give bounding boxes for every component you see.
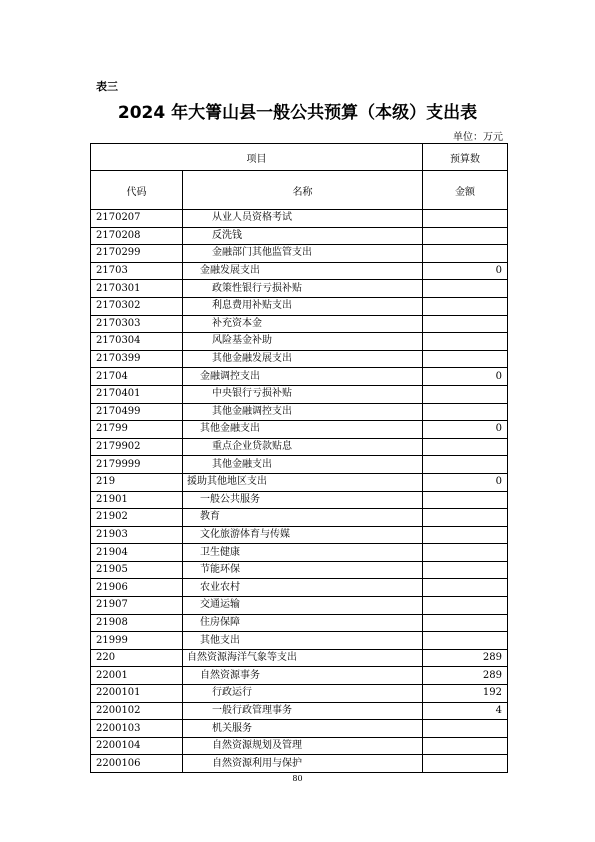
table-row — [91, 385, 508, 403]
row-name: 金融发展支出 — [183, 262, 423, 280]
page-title: 2024 年大箐山县一般公共预算（本级）支出表 — [117, 103, 478, 123]
header-code: 代码 — [91, 171, 183, 210]
row-name: 其他金融调控支出 — [183, 403, 423, 421]
row-code: 2170207 — [91, 210, 183, 228]
row-amount: 0 — [423, 262, 508, 280]
row-code: 219 — [91, 473, 183, 491]
row-name: 自然资源海洋气象等支出 — [183, 649, 423, 667]
row-amount: 0 — [423, 368, 508, 386]
table-row — [91, 350, 508, 368]
row-code: 22001 — [91, 667, 183, 685]
header-amount: 金额 — [423, 171, 508, 210]
row-amount — [423, 491, 508, 509]
table-row — [91, 421, 508, 439]
row-amount: 0 — [423, 473, 508, 491]
row-code: 21907 — [91, 597, 183, 615]
row-code: 2179999 — [91, 456, 183, 474]
row-name: 补充资本金 — [183, 315, 423, 333]
row-name: 其他金融发展支出 — [183, 350, 423, 368]
row-amount — [423, 737, 508, 755]
table-row — [91, 368, 508, 386]
row-code: 2170208 — [91, 227, 183, 245]
row-code: 2170303 — [91, 315, 183, 333]
row-code: 2200104 — [91, 737, 183, 755]
row-code: 2170301 — [91, 280, 183, 298]
row-amount — [423, 385, 508, 403]
table-body — [91, 210, 508, 773]
table-row — [91, 561, 508, 579]
row-amount — [423, 403, 508, 421]
table-row — [91, 544, 508, 562]
row-name: 从业人员资格考试 — [183, 210, 423, 228]
row-amount: 0 — [423, 421, 508, 439]
header-name: 名称 — [183, 171, 423, 210]
table-row — [91, 720, 508, 738]
row-code: 2170499 — [91, 403, 183, 421]
row-amount: 289 — [423, 649, 508, 667]
table-row — [91, 280, 508, 298]
table-row — [91, 685, 508, 703]
row-amount — [423, 210, 508, 228]
row-name: 节能环保 — [183, 561, 423, 579]
row-amount — [423, 632, 508, 650]
row-amount: 192 — [423, 685, 508, 703]
row-amount — [423, 597, 508, 615]
row-name: 行政运行 — [183, 685, 423, 703]
table-row — [91, 473, 508, 491]
row-code: 21704 — [91, 368, 183, 386]
row-name: 其他支出 — [183, 632, 423, 650]
row-name: 重点企业贷款贴息 — [183, 438, 423, 456]
row-code: 21799 — [91, 421, 183, 439]
table-row — [91, 403, 508, 421]
page-number: 80 — [292, 774, 303, 783]
table-row — [91, 297, 508, 315]
row-amount — [423, 456, 508, 474]
row-name: 反洗钱 — [183, 227, 423, 245]
row-name: 自然资源事务 — [183, 667, 423, 685]
row-code: 21901 — [91, 491, 183, 509]
row-amount — [423, 315, 508, 333]
table-row — [91, 597, 508, 615]
row-code: 21908 — [91, 614, 183, 632]
table-row — [91, 509, 508, 527]
table-row — [91, 649, 508, 667]
table-row — [91, 755, 508, 773]
row-amount: 289 — [423, 667, 508, 685]
row-amount — [423, 227, 508, 245]
table-row — [91, 579, 508, 597]
row-amount — [423, 245, 508, 263]
row-code: 21906 — [91, 579, 183, 597]
row-code: 2170299 — [91, 245, 183, 263]
table-row — [91, 262, 508, 280]
row-code: 2170401 — [91, 385, 183, 403]
row-code: 21904 — [91, 544, 183, 562]
row-amount — [423, 544, 508, 562]
table-row — [91, 491, 508, 509]
row-amount — [423, 720, 508, 738]
table-label: 表三 — [96, 80, 118, 93]
row-amount — [423, 614, 508, 632]
row-code: 21902 — [91, 509, 183, 527]
row-code: 21903 — [91, 526, 183, 544]
row-amount — [423, 561, 508, 579]
row-code: 2170304 — [91, 333, 183, 351]
row-name: 其他金融支出 — [183, 421, 423, 439]
row-name: 一般公共服务 — [183, 491, 423, 509]
budget-table — [90, 143, 508, 773]
table-row — [91, 315, 508, 333]
table-row — [91, 737, 508, 755]
row-name: 住房保障 — [183, 614, 423, 632]
row-code: 2200103 — [91, 720, 183, 738]
row-amount — [423, 509, 508, 527]
table-row — [91, 667, 508, 685]
row-amount — [423, 350, 508, 368]
row-name: 自然资源规划及管理 — [183, 737, 423, 755]
row-name: 农业农村 — [183, 579, 423, 597]
row-code: 2200102 — [91, 702, 183, 720]
header-item: 项目 — [91, 144, 423, 171]
row-amount — [423, 333, 508, 351]
row-amount — [423, 579, 508, 597]
row-name: 金融调控支出 — [183, 368, 423, 386]
row-name: 援助其他地区支出 — [183, 473, 423, 491]
row-amount — [423, 297, 508, 315]
table-row — [91, 227, 508, 245]
row-name: 其他金融支出 — [183, 456, 423, 474]
row-name: 一般行政管理事务 — [183, 702, 423, 720]
row-code: 2200106 — [91, 755, 183, 773]
row-name: 金融部门其他监管支出 — [183, 245, 423, 263]
row-code: 21905 — [91, 561, 183, 579]
row-name: 文化旅游体育与传媒 — [183, 526, 423, 544]
table-row — [91, 632, 508, 650]
table-row — [91, 614, 508, 632]
row-name: 机关服务 — [183, 720, 423, 738]
row-name: 教育 — [183, 509, 423, 527]
row-amount: 4 — [423, 702, 508, 720]
row-name: 卫生健康 — [183, 544, 423, 562]
row-code: 21703 — [91, 262, 183, 280]
row-code: 2200101 — [91, 685, 183, 703]
row-amount — [423, 526, 508, 544]
row-name: 政策性银行亏损补贴 — [183, 280, 423, 298]
row-name: 中央银行亏损补贴 — [183, 385, 423, 403]
table-row — [91, 333, 508, 351]
row-amount — [423, 280, 508, 298]
table-row — [91, 245, 508, 263]
table-row — [91, 526, 508, 544]
row-amount — [423, 438, 508, 456]
row-code: 220 — [91, 649, 183, 667]
row-name: 交通运输 — [183, 597, 423, 615]
row-name: 利息费用补贴支出 — [183, 297, 423, 315]
table-row — [91, 456, 508, 474]
table-row — [91, 438, 508, 456]
row-amount — [423, 755, 508, 773]
unit-note: 单位：万元 — [453, 132, 503, 143]
row-code: 2170399 — [91, 350, 183, 368]
row-code: 21999 — [91, 632, 183, 650]
row-name: 风险基金补助 — [183, 333, 423, 351]
header-budget: 预算数 — [423, 144, 508, 171]
row-code: 2170302 — [91, 297, 183, 315]
row-code: 2179902 — [91, 438, 183, 456]
table-row — [91, 210, 508, 228]
table-row — [91, 702, 508, 720]
row-name: 自然资源利用与保护 — [183, 755, 423, 773]
